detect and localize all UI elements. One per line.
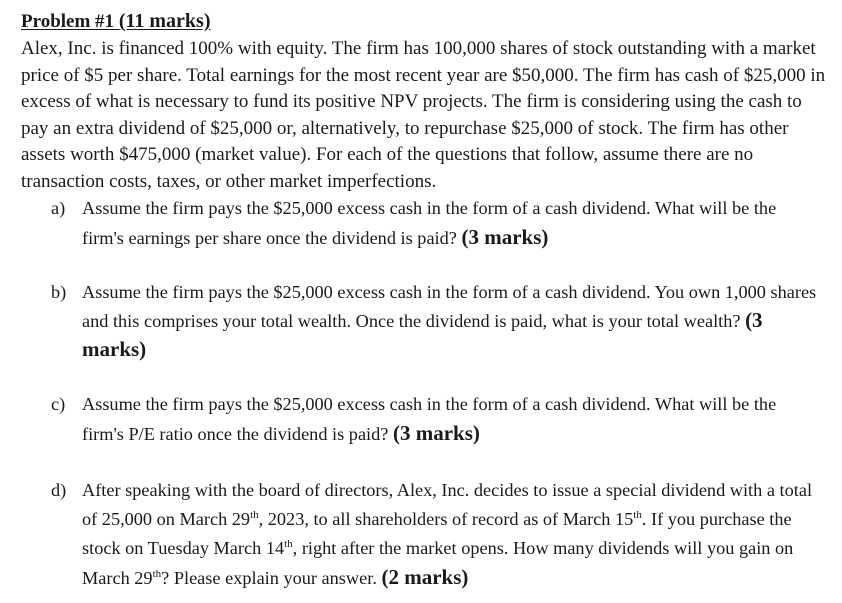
question-marks: (2 marks) [381, 565, 469, 589]
question-text-1: After speaking with the board of directors, Alex, Inc. decides to issue a special dividend with a total of 25,000 on March 29 [82, 480, 813, 529]
question-text: Assume the firm pays the $25,000 excess cash in the form of a cash dividend. What will be the firm's P/E ratio once the dividend is paid? [82, 394, 777, 444]
question-text-5: ? Please explain your answer. [161, 568, 377, 588]
question-a [21, 194, 822, 253]
ordinal-suffix: th [284, 537, 293, 550]
question-letter: a) [51, 198, 66, 218]
question-d [21, 476, 822, 593]
problem-document [21, 8, 831, 593]
question-marks: (3 marks) [82, 308, 763, 361]
question-b [21, 278, 822, 364]
problem-intro: Alex, Inc. is financed 100% with equity. The firm has 100,000 shares of stock outstanding with a market price of $5 per share. Total earnings for the most recent year are $50,000. The firm has cash of $25,000 in excess of what is necessary to fund its positive NPV projects. The firm is considering using the cash to pay an extra dividend of $25,000 or, alternatively, to repurchase $25,000 of stock. The firm has other assets worth $475,000 (market value). For each of the questions that follow, assume there are no transaction costs, taxes, or other market imperfections. [21, 38, 826, 192]
problem-total-marks: (11 marks) [118, 10, 211, 32]
question-letter: c) [51, 394, 66, 414]
ordinal-suffix: th [633, 508, 642, 521]
question-marks: (3 marks) [461, 225, 549, 249]
question-text-4: , right after the market opens. How many dividends will you gain on March 29 [82, 538, 794, 588]
ordinal-suffix: th [152, 567, 162, 580]
problem-number: Problem #1 [21, 11, 115, 32]
question-text-3: . If you purchase the stock on Tuesday March 14 [82, 509, 792, 558]
question-c [21, 390, 822, 449]
question-letter: d) [51, 480, 67, 500]
question-marks: (3 marks) [392, 421, 480, 445]
question-text: Assume the firm pays the $25,000 excess cash in the form of a cash dividend. You own 1,000 shares and this comprises your total wealth. Once the dividend is paid, what is your total wealth? [82, 282, 817, 331]
ordinal-suffix: th [250, 508, 259, 521]
question-text-2: , 2023, to all shareholders of record as of March 15 [258, 509, 634, 529]
question-letter: b) [51, 282, 67, 302]
question-text: Assume the firm pays the $25,000 excess cash in the form of a cash dividend. What will be the firm's earnings per share once the dividend is paid? [82, 198, 777, 248]
question-list [21, 194, 831, 593]
problem-title [21, 8, 831, 35]
